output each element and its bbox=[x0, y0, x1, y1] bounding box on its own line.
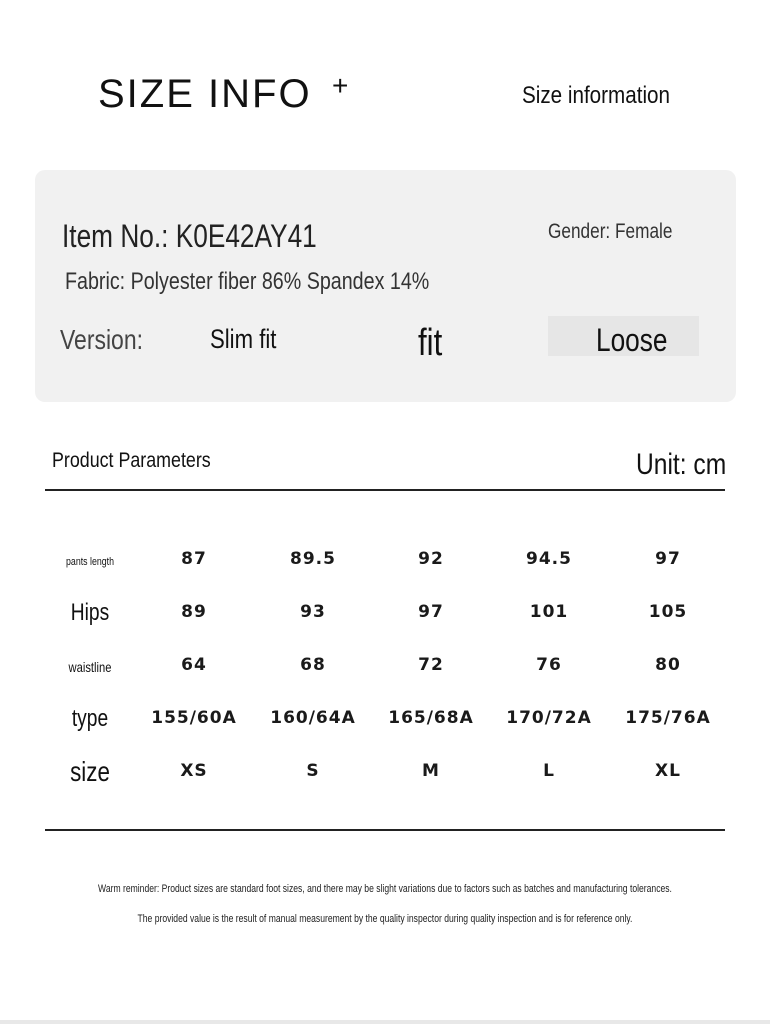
table-cell: 165/68A bbox=[388, 708, 474, 728]
table-cell: XS bbox=[180, 761, 208, 781]
version-option-slim-fit: Slim fit bbox=[210, 324, 277, 354]
table-cell: 89 bbox=[181, 602, 207, 622]
parameters-title: Product Parameters bbox=[52, 449, 211, 472]
table-cell: L bbox=[543, 761, 555, 781]
bottom-divider bbox=[0, 1020, 770, 1024]
table-cell: 155/60A bbox=[151, 708, 237, 728]
row-label: pants length bbox=[66, 556, 114, 568]
table-cell: 64 bbox=[181, 655, 207, 675]
plus-icon: + bbox=[332, 70, 349, 101]
table-cell: 76 bbox=[536, 655, 562, 675]
table-cell: 89.5 bbox=[290, 549, 336, 569]
row-label: waistline bbox=[68, 659, 112, 675]
table-cell: 170/72A bbox=[506, 708, 592, 728]
gender-label: Gender: Female bbox=[548, 220, 673, 243]
page-title: SIZE INFO bbox=[98, 72, 312, 116]
table-cell: XL bbox=[655, 761, 681, 781]
warm-reminder-note: Warm reminder: Product sizes are standard foot sizes, and there may be slight variations due to factors such as batches and manufacturing tolerances. bbox=[98, 883, 672, 895]
measurement-note: The provided value is the result of manual measurement by the quality inspector during quality inspection and is for reference only. bbox=[137, 913, 633, 925]
version-option-loose: Loose bbox=[596, 322, 668, 358]
table-cell: 175/76A bbox=[625, 708, 711, 728]
table-bottom-divider bbox=[45, 829, 725, 831]
table-cell: 94.5 bbox=[526, 549, 572, 569]
table-cell: 68 bbox=[300, 655, 326, 675]
table-cell: 101 bbox=[529, 602, 569, 622]
row-label: Hips bbox=[70, 599, 110, 626]
row-label: type bbox=[71, 705, 109, 732]
table-top-divider bbox=[45, 489, 725, 491]
row-label: size bbox=[70, 756, 110, 787]
version-label: Version: bbox=[60, 324, 143, 355]
item-number: Item No.: K0E42AY41 bbox=[62, 218, 317, 254]
table-cell: 87 bbox=[181, 549, 207, 569]
table-cell: 92 bbox=[418, 549, 444, 569]
fabric-label: Fabric: Polyester fiber 86% Spandex 14% bbox=[65, 268, 430, 295]
table-cell: 97 bbox=[655, 549, 681, 569]
unit-label: Unit: cm bbox=[636, 448, 727, 481]
table-cell: M bbox=[422, 761, 440, 781]
table-cell: 97 bbox=[418, 602, 444, 622]
table-cell: 72 bbox=[418, 655, 444, 675]
table-cell: 160/64A bbox=[270, 708, 356, 728]
table-cell: S bbox=[306, 761, 320, 781]
page-subtitle: Size information bbox=[522, 82, 670, 109]
version-option-fit: fit bbox=[418, 322, 443, 364]
table-cell: 93 bbox=[300, 602, 326, 622]
table-cell: 105 bbox=[648, 602, 688, 622]
table-cell: 80 bbox=[655, 655, 681, 675]
